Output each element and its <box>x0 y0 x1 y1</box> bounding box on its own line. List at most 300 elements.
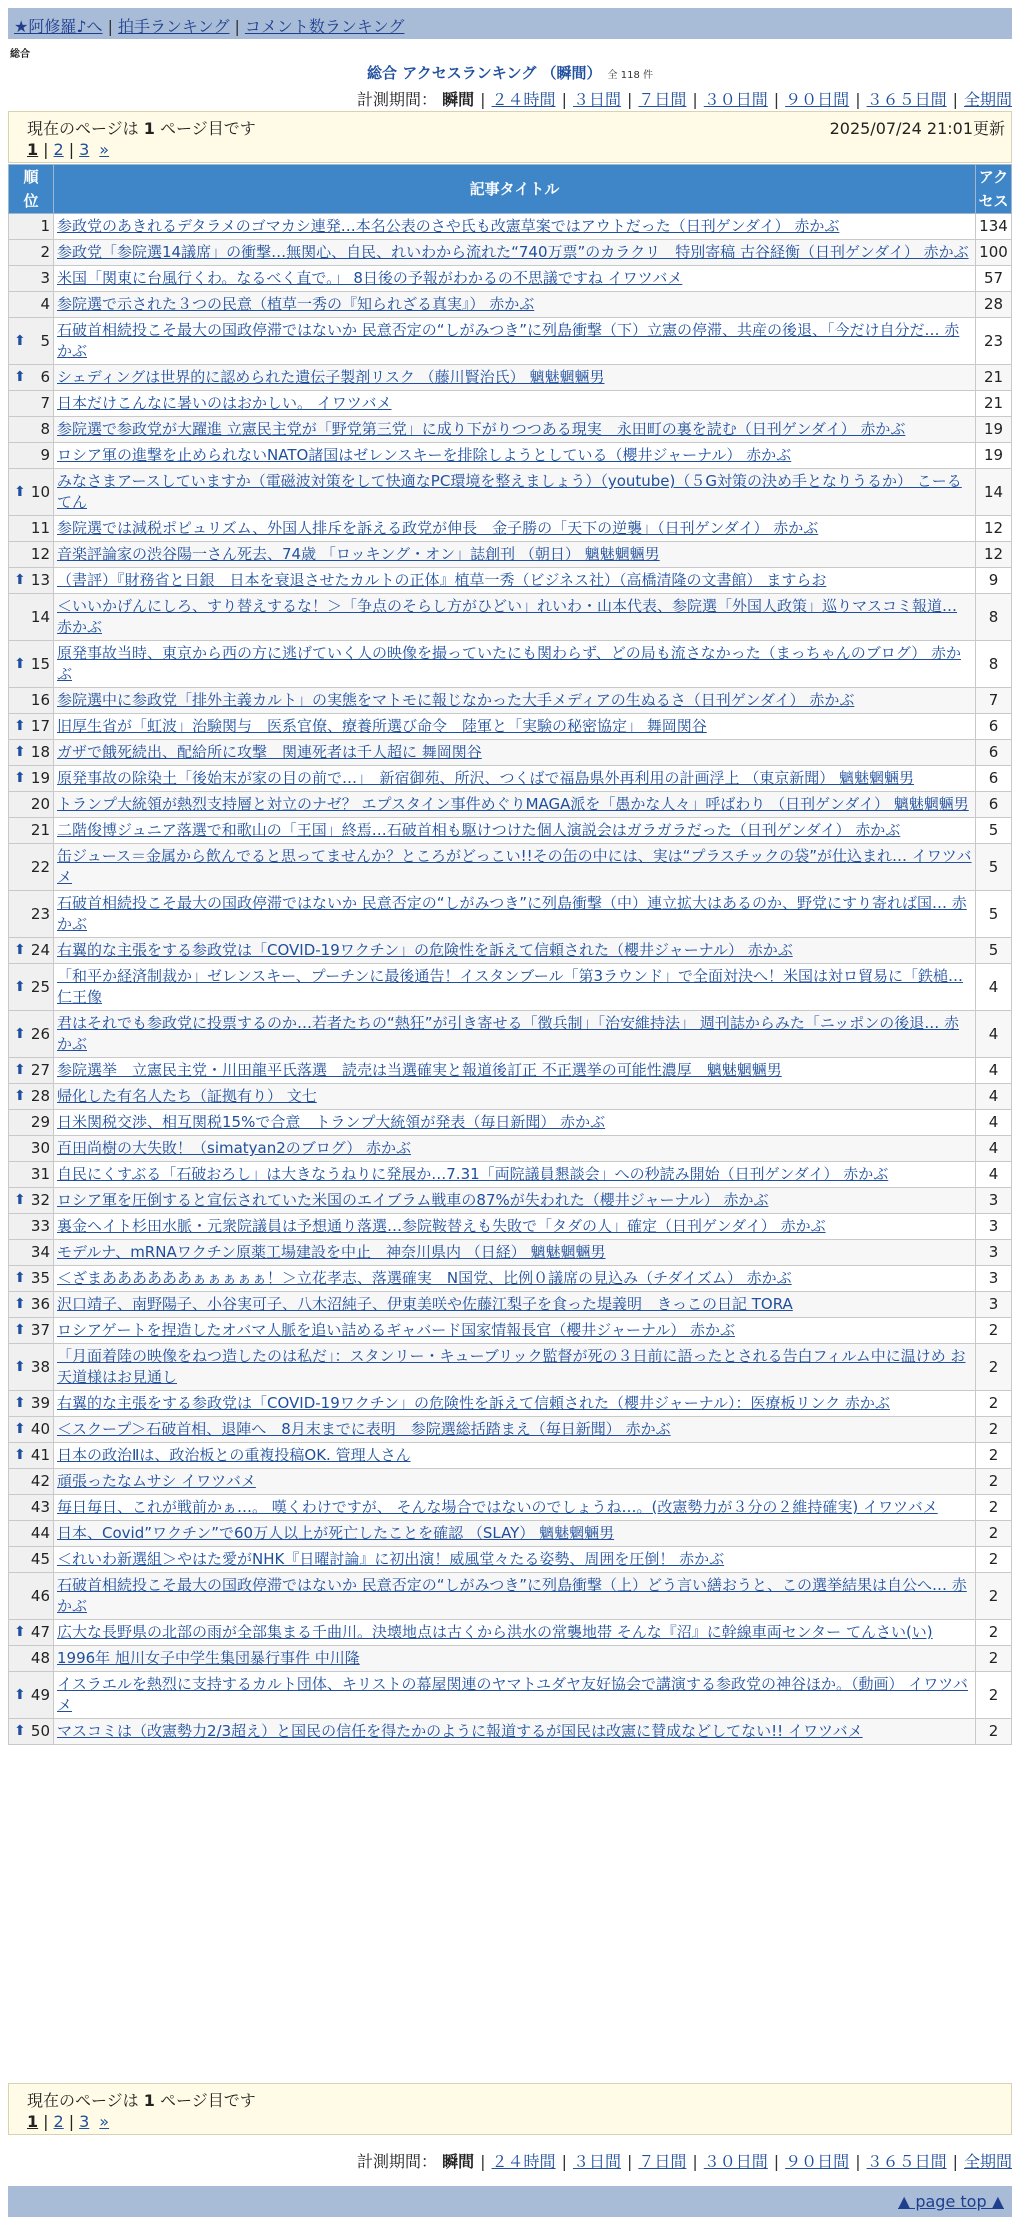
period-365d[interactable]: ３６５日間 <box>866 90 947 109</box>
genre-label: 総合 <box>10 49 30 60</box>
rank-cell <box>9 1417 54 1443</box>
table-row <box>9 391 1012 417</box>
access-count: 6 <box>976 740 1012 766</box>
rank-cell <box>9 1521 54 1547</box>
article-link[interactable]: 帰化した有名人たち（証拠有り） 文七 <box>57 1087 317 1105</box>
table-row <box>9 1417 1012 1443</box>
rank-up-arrow-icon: ⬆ <box>14 332 26 349</box>
page-top-link[interactable]: ▲ page top ▲ <box>897 2192 1004 2211</box>
rank-number: 39 <box>30 1394 50 1412</box>
rank-cell <box>9 318 54 365</box>
table-row <box>9 1162 1012 1188</box>
page-info-bottom <box>8 2083 1012 2135</box>
table-header-row <box>9 165 1012 214</box>
access-count: 4 <box>976 1084 1012 1110</box>
title-cell <box>54 1058 976 1084</box>
article-link[interactable]: ＜いいかげんにしろ、すり替えするな！＞「争点のそらし方がひどい」れいわ・山本代表、参院選「外国人政策」巡りマスコミ報道… 赤かぶ <box>57 597 958 636</box>
access-count: 4 <box>976 1110 1012 1136</box>
access-count: 23 <box>976 318 1012 365</box>
header-access: アクセス <box>976 165 1012 214</box>
table-row <box>9 1443 1012 1469</box>
access-count: 57 <box>976 266 1012 292</box>
article-link[interactable]: 1996年 旭川女子中学生集団暴行事件 中川隆 <box>57 1649 360 1667</box>
table-row <box>9 1266 1012 1292</box>
rank-cell <box>9 714 54 740</box>
rank-cell <box>9 1162 54 1188</box>
rank-number: 5 <box>40 331 50 350</box>
rank-number: 40 <box>30 1420 50 1438</box>
table-row <box>9 1521 1012 1547</box>
page-2-link[interactable]: 2 <box>53 2112 64 2131</box>
access-count: 8 <box>976 594 1012 641</box>
access-count: 5 <box>976 844 1012 891</box>
article-link[interactable]: （書評）『財務省と日銀 日本を衰退させたカルトの正体』植草一秀（ビジネス社）（高橋清隆の文書館） ますらお <box>57 571 827 589</box>
period-7d[interactable]: ７日間 <box>638 90 687 109</box>
access-count: 2 <box>976 1646 1012 1672</box>
article-link[interactable]: 石破首相続投こそ最大の国政停滞ではないか 民意否定の“しがみつき”に列島衝撃（上）どう言い繕おうと、この選挙結果は自公へ… 赤かぶ <box>57 1576 967 1615</box>
nav-link-clap-ranking[interactable]: 拍手ランキング <box>117 17 230 36</box>
rank-cell <box>9 688 54 714</box>
rank-cell <box>9 1058 54 1084</box>
title-cell <box>54 568 976 594</box>
access-count: 3 <box>976 1188 1012 1214</box>
title-cell <box>54 443 976 469</box>
access-count: 100 <box>976 240 1012 266</box>
table-row <box>9 740 1012 766</box>
table-row <box>9 641 1012 688</box>
article-link[interactable]: 日本の政治Ⅱは、政治板との重複投稿OK. 管理人さん <box>57 1446 411 1464</box>
period-selector-bottom: 計測期間： 瞬間 | ２４時間 | ３日間 | ７日間 | ３０日間 | ９０日間 | ３６５日間 | 全期間 <box>357 2152 1012 2171</box>
title-cell <box>54 891 976 938</box>
access-count: 6 <box>976 714 1012 740</box>
article-link[interactable]: 「月面着陸の映像をねつ造したのは私だ」：スタンリー・キューブリック監督が死の３日前に語ったとされる告白フィルム中に温けめ お天道様はお見通し <box>57 1347 966 1386</box>
rank-number: 16 <box>30 691 50 709</box>
page-title <box>0 62 1020 83</box>
rank-up-arrow-icon: ⬆ <box>14 1395 26 1411</box>
article-link[interactable]: 参政党のあきれるデタラメのゴマカシ連発…本名公表のさや氏も改憲草案ではアウトだった（日刊ゲンダイ） 赤かぶ <box>57 217 840 235</box>
period-current: 瞬間 <box>442 90 475 109</box>
access-count: 4 <box>976 964 1012 1011</box>
rank-up-arrow-icon: ⬆ <box>14 1296 26 1312</box>
table-row <box>9 818 1012 844</box>
rank-number: 48 <box>30 1649 50 1667</box>
table-row <box>9 542 1012 568</box>
table-row <box>9 516 1012 542</box>
rank-number: 9 <box>40 446 50 464</box>
rank-cell <box>9 1292 54 1318</box>
title-cell <box>54 688 976 714</box>
article-link[interactable]: 缶ジュース＝金属から飲んでると思ってませんか？ところがどっこい!!その缶の中には、実は“プラスチックの袋”が仕込まれ… イワツバメ <box>57 847 972 886</box>
period-24h[interactable]: ２４時間 <box>491 2152 556 2171</box>
rank-cell <box>9 214 54 240</box>
access-count: 21 <box>976 365 1012 391</box>
rank-cell <box>9 1495 54 1521</box>
access-count: 28 <box>976 292 1012 318</box>
table-row <box>9 1292 1012 1318</box>
period-selector-top: 計測期間： 瞬間 | ２４時間 | ３日間 | ７日間 | ３０日間 | ９０日間 | ３６５日間 | 全期間 <box>357 90 1012 109</box>
rank-up-arrow-icon: ⬆ <box>14 942 26 958</box>
table-row <box>9 568 1012 594</box>
access-count: 2 <box>976 1417 1012 1443</box>
period-3d[interactable]: ３日間 <box>572 90 621 109</box>
access-count: 2 <box>976 1672 1012 1719</box>
table-row <box>9 240 1012 266</box>
page-3-link[interactable]: 3 <box>79 140 90 159</box>
rank-up-arrow-icon: ⬆ <box>14 1421 26 1437</box>
rank-up-arrow-icon: ⬆ <box>14 1088 26 1104</box>
table-row <box>9 1495 1012 1521</box>
rank-up-arrow-icon: ⬆ <box>14 369 26 385</box>
rank-cell <box>9 1620 54 1646</box>
page-next-link[interactable]: » <box>99 140 110 159</box>
rank-up-arrow-icon: ⬆ <box>14 572 26 588</box>
table-row <box>9 417 1012 443</box>
article-link[interactable]: 頑張ったなムサシ イワツバメ <box>57 1472 256 1490</box>
rank-up-arrow-icon: ⬆ <box>14 744 26 760</box>
rank-cell <box>9 1266 54 1292</box>
rank-number: 19 <box>30 769 50 787</box>
rank-cell <box>9 641 54 688</box>
title-cell <box>54 1011 976 1058</box>
rank-number: 33 <box>30 1217 50 1235</box>
access-count: 2 <box>976 1318 1012 1344</box>
article-link[interactable]: 参院選中に参政党「排外主義カルト」の実態をマトモに報じなかった大手メディアの生ぬるさ（日刊ゲンダイ） 赤かぶ <box>57 691 855 709</box>
rank-cell <box>9 292 54 318</box>
rank-cell <box>9 1240 54 1266</box>
current-page-text-bottom: 現在のページは 1 ページ目です <box>27 2091 256 2110</box>
title-cell <box>54 1318 976 1344</box>
article-link[interactable]: モデルナ、mRNAワクチン原薬工場建設を中止 神奈川県内 （日経） 魑魅魍魎男 <box>57 1243 606 1261</box>
access-count: 6 <box>976 766 1012 792</box>
rank-cell <box>9 1443 54 1469</box>
rank-cell <box>9 1547 54 1573</box>
title-cell <box>54 766 976 792</box>
rank-cell <box>9 844 54 891</box>
period-365d[interactable]: ３６５日間 <box>866 2152 947 2171</box>
rank-cell <box>9 964 54 1011</box>
table-row <box>9 1469 1012 1495</box>
title-cell <box>54 594 976 641</box>
title-cell <box>54 318 976 365</box>
title-cell <box>54 1391 976 1417</box>
rank-number: 42 <box>30 1472 50 1490</box>
rank-up-arrow-icon: ⬆ <box>14 1447 26 1463</box>
table-row <box>9 1573 1012 1620</box>
bottom-bar <box>8 2186 1012 2217</box>
period-30d[interactable]: ３０日間 <box>703 90 768 109</box>
rank-number: 3 <box>40 269 50 287</box>
access-count: 3 <box>976 1240 1012 1266</box>
table-row <box>9 1672 1012 1719</box>
title-cell <box>54 1084 976 1110</box>
title-cell <box>54 391 976 417</box>
rank-cell <box>9 1084 54 1110</box>
article-link[interactable]: ロシア軍を圧倒すると宣伝されていた米国のエイブラム戦車の87%が失われた（櫻井ジャーナル） 赤かぶ <box>57 1191 769 1209</box>
article-link[interactable]: マスコミは（改憲勢力2/3超え）と国民の信任を得たかのように報道するが国民は改憲に賛成などしてない!! イワツバメ <box>57 1722 863 1740</box>
article-link[interactable]: 裏金ヘイト杉田水脈・元衆院議員は予想通り落選…参院鞍替えも失敗で「タダの人」確定（日刊ゲンダイ） 赤かぶ <box>57 1217 826 1235</box>
access-count: 4 <box>976 1058 1012 1084</box>
rank-cell <box>9 766 54 792</box>
rank-up-arrow-icon: ⬆ <box>14 1062 26 1078</box>
nav-link-comment-ranking[interactable]: コメント数ランキング <box>244 17 405 36</box>
rank-number: 34 <box>30 1243 50 1261</box>
rank-up-arrow-icon: ⬆ <box>14 483 26 500</box>
rank-cell <box>9 1318 54 1344</box>
table-row <box>9 1110 1012 1136</box>
period-3d[interactable]: ３日間 <box>572 2152 621 2171</box>
table-row <box>9 214 1012 240</box>
title-cell <box>54 1162 976 1188</box>
rank-up-arrow-icon: ⬆ <box>14 1723 26 1739</box>
rank-number: 24 <box>30 941 50 959</box>
access-count: 5 <box>976 818 1012 844</box>
rank-cell <box>9 469 54 516</box>
article-link[interactable]: 参院選では減税ポピュリズム、外国人排斥を訴える政党が伸長 金子勝の「天下の逆襲」（日刊ゲンダイ） 赤かぶ <box>57 519 819 537</box>
rank-number: 36 <box>30 1295 50 1313</box>
article-link[interactable]: ＜スクープ＞石破首相、退陣へ 8月末までに表明 参院選総括踏まえ（毎日新聞） 赤かぶ <box>57 1420 671 1438</box>
page-1-current: 1 <box>27 2112 39 2131</box>
title-cell <box>54 1495 976 1521</box>
article-link[interactable]: 参政党「参院選14議席」の衝撃…無関心、自民、れいわから流れた“740万票”のカラクリ 特別寄稿 古谷経衡（日刊ゲンダイ） 赤かぶ <box>57 243 969 261</box>
nav-separator: | <box>107 17 113 36</box>
article-link[interactable]: 音楽評論家の渋谷陽一さん死去、74歳 「ロッキング・オン」誌創刊 （朝日） 魑魅魍魎男 <box>57 545 660 563</box>
title-cell <box>54 740 976 766</box>
access-count: 2 <box>976 1719 1012 1745</box>
article-link[interactable]: ロシア軍の進撃を止められないNATO諸国はゼレンスキーを排除しようとしている（櫻井ジャーナル） 赤かぶ <box>57 446 792 464</box>
rank-cell <box>9 1391 54 1417</box>
access-count: 7 <box>976 688 1012 714</box>
table-row <box>9 318 1012 365</box>
rank-number: 31 <box>30 1165 50 1183</box>
title-cell <box>54 292 976 318</box>
article-link[interactable]: 「和平か経済制裁か」ゼレンスキー、プーチンに最後通告！イスタンブール「第3ラウンド」で全面対決へ！米国は対ロ貿易に「鉄槌… 仁王像 <box>57 967 964 1006</box>
title-cell <box>54 1469 976 1495</box>
rank-cell <box>9 1646 54 1672</box>
table-row <box>9 1214 1012 1240</box>
rank-number: 17 <box>30 717 50 735</box>
rank-cell <box>9 542 54 568</box>
table-row <box>9 938 1012 964</box>
table-row <box>9 443 1012 469</box>
rank-up-arrow-icon: ⬆ <box>14 770 26 786</box>
article-link[interactable]: 君はそれでも参政党に投票するのか…若者たちの“熱狂”が引き寄せる「徴兵制」「治安維持法」 週刊誌からみた「ニッポンの後退… 赤かぶ <box>57 1014 959 1053</box>
access-count: 6 <box>976 792 1012 818</box>
page-2-link[interactable]: 2 <box>53 140 64 159</box>
rank-up-arrow-icon: ⬆ <box>14 718 26 734</box>
title-cell <box>54 1646 976 1672</box>
rank-number: 26 <box>30 1024 50 1043</box>
access-count: 4 <box>976 1011 1012 1058</box>
title-cell <box>54 641 976 688</box>
current-page-text: 現在のページは 1 ページ目です <box>27 119 256 138</box>
access-count: 134 <box>976 214 1012 240</box>
article-link[interactable]: 原発事故の除染土「後始末が家の目の前で…」 新宿御苑、所沢、つくばで福島県外再利用の計画浮上 （東京新聞） 魑魅魍魎男 <box>57 769 915 787</box>
rank-number: 47 <box>30 1623 50 1641</box>
article-link[interactable]: 右翼的な主張をする参政党は「COVID-19ワクチン」の危険性を訴えて信頼された（櫻井ジャーナル） 赤かぶ <box>57 941 793 959</box>
article-link[interactable]: 石破首相続投こそ最大の国政停滞ではないか 民意否定の“しがみつき”に列島衝撃（下）立憲の停滞、共産の後退、「今だけ自分だ… 赤かぶ <box>57 321 960 360</box>
period-30d[interactable]: ３０日間 <box>703 2152 768 2171</box>
rank-number: 21 <box>30 821 50 839</box>
pagination-bottom: 1 | 2 | 3 » <box>27 2112 110 2131</box>
article-link[interactable]: 二階俊博ジュニア落選で和歌山の「王国」終焉…石破首相も駆けつけた個人演説会はガラガラだった（日刊ゲンダイ） 赤かぶ <box>57 821 901 839</box>
article-link[interactable]: 日米関税交渉、相互関税15%で合意 トランプ大統領が発表（毎日新聞） 赤かぶ <box>57 1113 606 1131</box>
access-count: 3 <box>976 1292 1012 1318</box>
rank-number: 6 <box>40 368 50 386</box>
rank-up-arrow-icon: ⬆ <box>14 655 26 672</box>
article-link[interactable]: イスラエルを熱烈に支持するカルト団体、キリストの幕屋関連のヤマトユダヤ友好協会で講演する参政党の神谷ほか。（動画） イワツバメ <box>57 1675 968 1714</box>
article-link[interactable]: 毎日毎日、これが戦前かぁ…。 嘆くわけですが、 そんな場合ではないのでしょうね…。(改憲勢力が３分の２維持確実) イワツバメ <box>57 1498 938 1516</box>
title-cell <box>54 964 976 1011</box>
period-all[interactable]: 全期間 <box>963 90 1012 109</box>
rank-cell <box>9 1573 54 1620</box>
table-row <box>9 469 1012 516</box>
nav-link-asyura[interactable]: ★阿修羅♪へ <box>14 17 103 36</box>
title-cell <box>54 240 976 266</box>
access-count: 19 <box>976 417 1012 443</box>
rank-up-arrow-icon: ⬆ <box>14 1192 26 1208</box>
rank-number: 15 <box>30 654 50 673</box>
article-link[interactable]: 参院選で示された３つの民意（植草一秀の『知られざる真実』） 赤かぶ <box>57 295 535 313</box>
rank-cell <box>9 443 54 469</box>
article-link[interactable]: ＜ざまああああああぁぁぁぁぁ！＞立花孝志、落選確実 N国党、比例０議席の見込み（チダイズム） 赤かぶ <box>57 1269 792 1287</box>
table-row <box>9 964 1012 1011</box>
period-24h[interactable]: ２４時間 <box>491 90 556 109</box>
title-cell <box>54 1240 976 1266</box>
page-next-link[interactable]: » <box>99 2112 110 2131</box>
access-count: 21 <box>976 391 1012 417</box>
access-count: 2 <box>976 1620 1012 1646</box>
article-link[interactable]: シェディングは世界的に認められた遺伝子製剤リスク （藤川賢治氏） 魑魅魍魎男 <box>57 368 605 386</box>
period-all[interactable]: 全期間 <box>963 2152 1012 2171</box>
title-cell <box>54 417 976 443</box>
header-rank: 順位 <box>9 165 54 214</box>
period-90d[interactable]: ９０日間 <box>785 90 850 109</box>
period-current: 瞬間 <box>442 2152 475 2171</box>
article-link[interactable]: 参院選挙 立憲民主党・川田龍平氏落選 読売は当選確実と報道後訂正 不正選挙の可能性濃厚 魑魅魍魎男 <box>57 1061 782 1079</box>
table-row <box>9 844 1012 891</box>
rank-cell <box>9 1344 54 1391</box>
article-link[interactable]: 原発事故当時、東京から西の方に逃げていく人の映像を撮っていたにも関わらず、どの局も流さなかった（まっちゃんのブログ） 赤かぶ <box>57 644 962 683</box>
ranking-table <box>8 164 1012 1745</box>
article-link[interactable]: 石破首相続投こそ最大の国政停滞ではないか 民意否定の“しがみつき”に列島衝撃（中）連立拡大はあるのか、野党にすり寄れば国… 赤かぶ <box>57 894 967 933</box>
table-row <box>9 1391 1012 1417</box>
total-count: 全 118 件 <box>607 70 653 81</box>
article-link[interactable]: 自民にくすぶる「石破おろし」は大きなうねりに発展か…7.31「両院議員懇談会」への秒読み開始（日刊ゲンダイ） 赤かぶ <box>57 1165 889 1183</box>
rank-cell <box>9 1110 54 1136</box>
title-cell <box>54 1188 976 1214</box>
rank-cell <box>9 1188 54 1214</box>
rank-number: 37 <box>30 1321 50 1339</box>
rank-cell <box>9 266 54 292</box>
rank-number: 38 <box>30 1357 50 1376</box>
rank-up-arrow-icon: ⬆ <box>14 1270 26 1286</box>
article-link[interactable]: 日本だけこんなに暑いのはおかしい。 イワツバメ <box>57 394 392 412</box>
rank-number: 2 <box>40 243 50 261</box>
page-info-top <box>8 111 1012 163</box>
rank-cell <box>9 1011 54 1058</box>
article-link[interactable]: 百田尚樹の大失敗！（simatyan2のブログ） 赤かぶ <box>57 1139 412 1157</box>
table-row <box>9 1318 1012 1344</box>
access-count: 2 <box>976 1521 1012 1547</box>
article-link[interactable]: ＜れいわ新選組＞やはた愛がNHK『日曜討論』に初出演！威風堂々たる姿勢、周囲を圧倒！ 赤かぶ <box>57 1550 725 1568</box>
rank-number: 35 <box>30 1269 50 1287</box>
rank-cell <box>9 938 54 964</box>
article-link[interactable]: トランプ大統領が熱烈支持層と対立のナゼ？ エプスタイン事件めぐりMAGA派を「愚かな人々」呼ばわり （日刊ゲンダイ） 魑魅魍魎男 <box>57 795 969 813</box>
table-row <box>9 266 1012 292</box>
updated-timestamp: 2025/07/24 21:01更新 <box>829 119 1005 138</box>
rank-number: 28 <box>30 1087 50 1105</box>
rank-number: 46 <box>30 1586 50 1605</box>
rank-number: 41 <box>30 1446 50 1464</box>
access-count: 2 <box>976 1495 1012 1521</box>
title-cell <box>54 844 976 891</box>
article-link[interactable]: 日本、Covid”ワクチン”で60万人以上が死亡したことを確認 （SLAY） 魑魅魍魎男 <box>57 1524 615 1542</box>
title-cell <box>54 818 976 844</box>
access-count: 14 <box>976 469 1012 516</box>
article-link[interactable]: ロシアゲートを捏造したオバマ人脈を追い詰めるギャバード国家情報長官（櫻井ジャーナル） 赤かぶ <box>57 1321 735 1339</box>
title-cell <box>54 714 976 740</box>
rank-number: 27 <box>30 1061 50 1079</box>
rank-number: 12 <box>30 545 50 563</box>
table-row <box>9 1240 1012 1266</box>
rank-up-arrow-icon: ⬆ <box>14 1322 26 1338</box>
article-link[interactable]: 米国「関東に台風行くわ。なるべく直で。」 8日後の予報がわかるの不思議ですね イワツバメ <box>57 269 683 287</box>
page-3-link[interactable]: 3 <box>79 2112 90 2131</box>
article-link[interactable]: みなさまアースしていますか（電磁波対策をして快適なPC環境を整えましょう）（youtube)（５G対策の決め手となりうるか） こーるてん <box>57 472 962 511</box>
access-count: 3 <box>976 1266 1012 1292</box>
title-cell <box>54 214 976 240</box>
title-cell <box>54 1443 976 1469</box>
title-cell <box>54 1547 976 1573</box>
title-cell <box>54 1214 976 1240</box>
article-link[interactable]: 右翼的な主張をする参政党は「COVID-19ワクチン」の危険性を訴えて信頼された（櫻井ジャーナル）：医療板リンク 赤かぶ <box>57 1394 890 1412</box>
table-row <box>9 1011 1012 1058</box>
access-count: 2 <box>976 1469 1012 1495</box>
rank-number: 23 <box>30 904 50 923</box>
article-link[interactable]: 沢口靖子、南野陽子、小谷実可子、八木沼純子、伊東美咲や佐藤江梨子を食った堤義明 きっこの日記 TORA <box>57 1295 793 1313</box>
rank-up-arrow-icon: ⬆ <box>14 1358 26 1375</box>
rank-up-arrow-icon: ⬆ <box>14 1624 26 1640</box>
table-row <box>9 891 1012 938</box>
rank-number: 11 <box>30 519 50 537</box>
rank-number: 29 <box>30 1113 50 1131</box>
article-link[interactable]: 旧厚生省が「虹波」治験関与 医系官僚、療養所選び命令 陸軍と「実験の秘密協定」 舞岡関谷 <box>57 717 707 735</box>
article-link[interactable]: ガザで餓死続出、配給所に攻撃 関連死者は千人超に 舞岡関谷 <box>57 743 482 761</box>
access-count: 12 <box>976 516 1012 542</box>
title-cell <box>54 469 976 516</box>
rank-cell <box>9 240 54 266</box>
rank-up-arrow-icon: ⬆ <box>14 1025 26 1042</box>
period-90d[interactable]: ９０日間 <box>785 2152 850 2171</box>
article-link[interactable]: 広大な長野県の北部の雨が全部集まる千曲川。決壊地点は古くから洪水の常襲地帯 そんな『沼』に幹線車両センター てんさい(い) <box>57 1623 933 1641</box>
period-label: 計測期間： <box>357 90 438 109</box>
rank-number: 10 <box>30 482 50 501</box>
rank-cell <box>9 417 54 443</box>
rank-cell <box>9 594 54 641</box>
table-row <box>9 1058 1012 1084</box>
table-row <box>9 1620 1012 1646</box>
table-row <box>9 766 1012 792</box>
table-row <box>9 688 1012 714</box>
article-link[interactable]: 参院選で参政党が大躍進 立憲民主党が「野党第三党」に成り下がりつつある現実 永田町の裏を読む（日刊ゲンダイ） 赤かぶ <box>57 420 906 438</box>
title-cell <box>54 1292 976 1318</box>
period-7d[interactable]: ７日間 <box>638 2152 687 2171</box>
rank-number: 18 <box>30 743 50 761</box>
rank-number: 45 <box>30 1550 50 1568</box>
access-count: 5 <box>976 891 1012 938</box>
access-count: 2 <box>976 1443 1012 1469</box>
rank-cell <box>9 1672 54 1719</box>
